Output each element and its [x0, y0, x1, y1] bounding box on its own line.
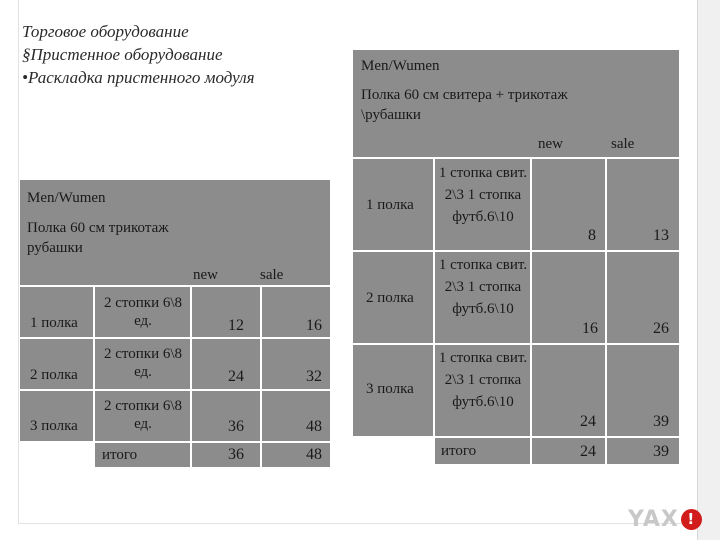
table-row-new: 24 [532, 345, 605, 436]
title-line-2: §Пристенное оборудование [22, 45, 223, 64]
slide-title [22, 20, 255, 89]
logo-text: YAX [628, 506, 679, 532]
left-col-new: new [193, 267, 218, 283]
right-col-new: new [538, 136, 563, 152]
table-row-sale: 39 [607, 345, 679, 436]
total-label: итого [435, 438, 530, 464]
table-row-shelf: 3 полка [20, 391, 93, 441]
right-heading: Men/Wumen [361, 58, 440, 74]
total-new: 36 [192, 443, 260, 467]
table-row-new: 12 [192, 287, 260, 337]
left-heading: Men/Wumen [27, 190, 106, 206]
table-row-shelf: 1 полка [20, 287, 93, 337]
table-row-shelf: 3 полка [353, 345, 433, 436]
table-row-sale: 48 [262, 391, 330, 441]
total-label: итого [95, 443, 190, 467]
total-sale: 48 [262, 443, 330, 467]
table-row-content: 2 стопки 6\8 ед. [95, 287, 190, 337]
table-row-shelf: 1 полка [353, 159, 433, 250]
title-line-1: Торговое оборудование [22, 22, 189, 41]
table-row-new: 36 [192, 391, 260, 441]
table-row-new: 8 [532, 159, 605, 250]
total-new: 24 [532, 438, 605, 464]
table-row-new: 16 [532, 252, 605, 343]
table-row-content: 1 стопка свит. 2\3 1 стопка футб.6\10 [435, 159, 530, 250]
table-row-sale: 13 [607, 159, 679, 250]
table-row-sale: 16 [262, 287, 330, 337]
left-subheading: Полка 60 см трикотаж рубашки [27, 220, 169, 256]
table-row-content: 1 стопка свит. 2\3 1 стопка футб.6\10 [435, 345, 530, 436]
table-row-shelf: 2 полка [353, 252, 433, 343]
table-row-new: 24 [192, 339, 260, 389]
table-row-content: 1 стопка свит. 2\3 1 стопка футб.6\10 [435, 252, 530, 343]
right-subheading: Полка 60 см свитера + трикотаж \рубашки [361, 87, 568, 123]
title-line-3: •Раскладка пристенного модуля [22, 68, 255, 87]
left-table-header [20, 180, 330, 285]
table-row-shelf: 2 полка [20, 339, 93, 389]
total-sale: 39 [607, 438, 679, 464]
yax-logo [628, 507, 702, 531]
right-col-headers [353, 126, 679, 157]
right-col-sale: sale [611, 136, 635, 152]
table-row-sale: 26 [607, 252, 679, 343]
table-row-content: 2 стопки 6\8 ед. [95, 391, 190, 441]
right-edge-strip [697, 0, 720, 540]
logo-exclamation-icon: ! [681, 509, 702, 530]
left-col-sale: sale [260, 267, 284, 283]
table-row-content: 2 стопки 6\8 ед. [95, 339, 190, 389]
table-row-sale: 32 [262, 339, 330, 389]
